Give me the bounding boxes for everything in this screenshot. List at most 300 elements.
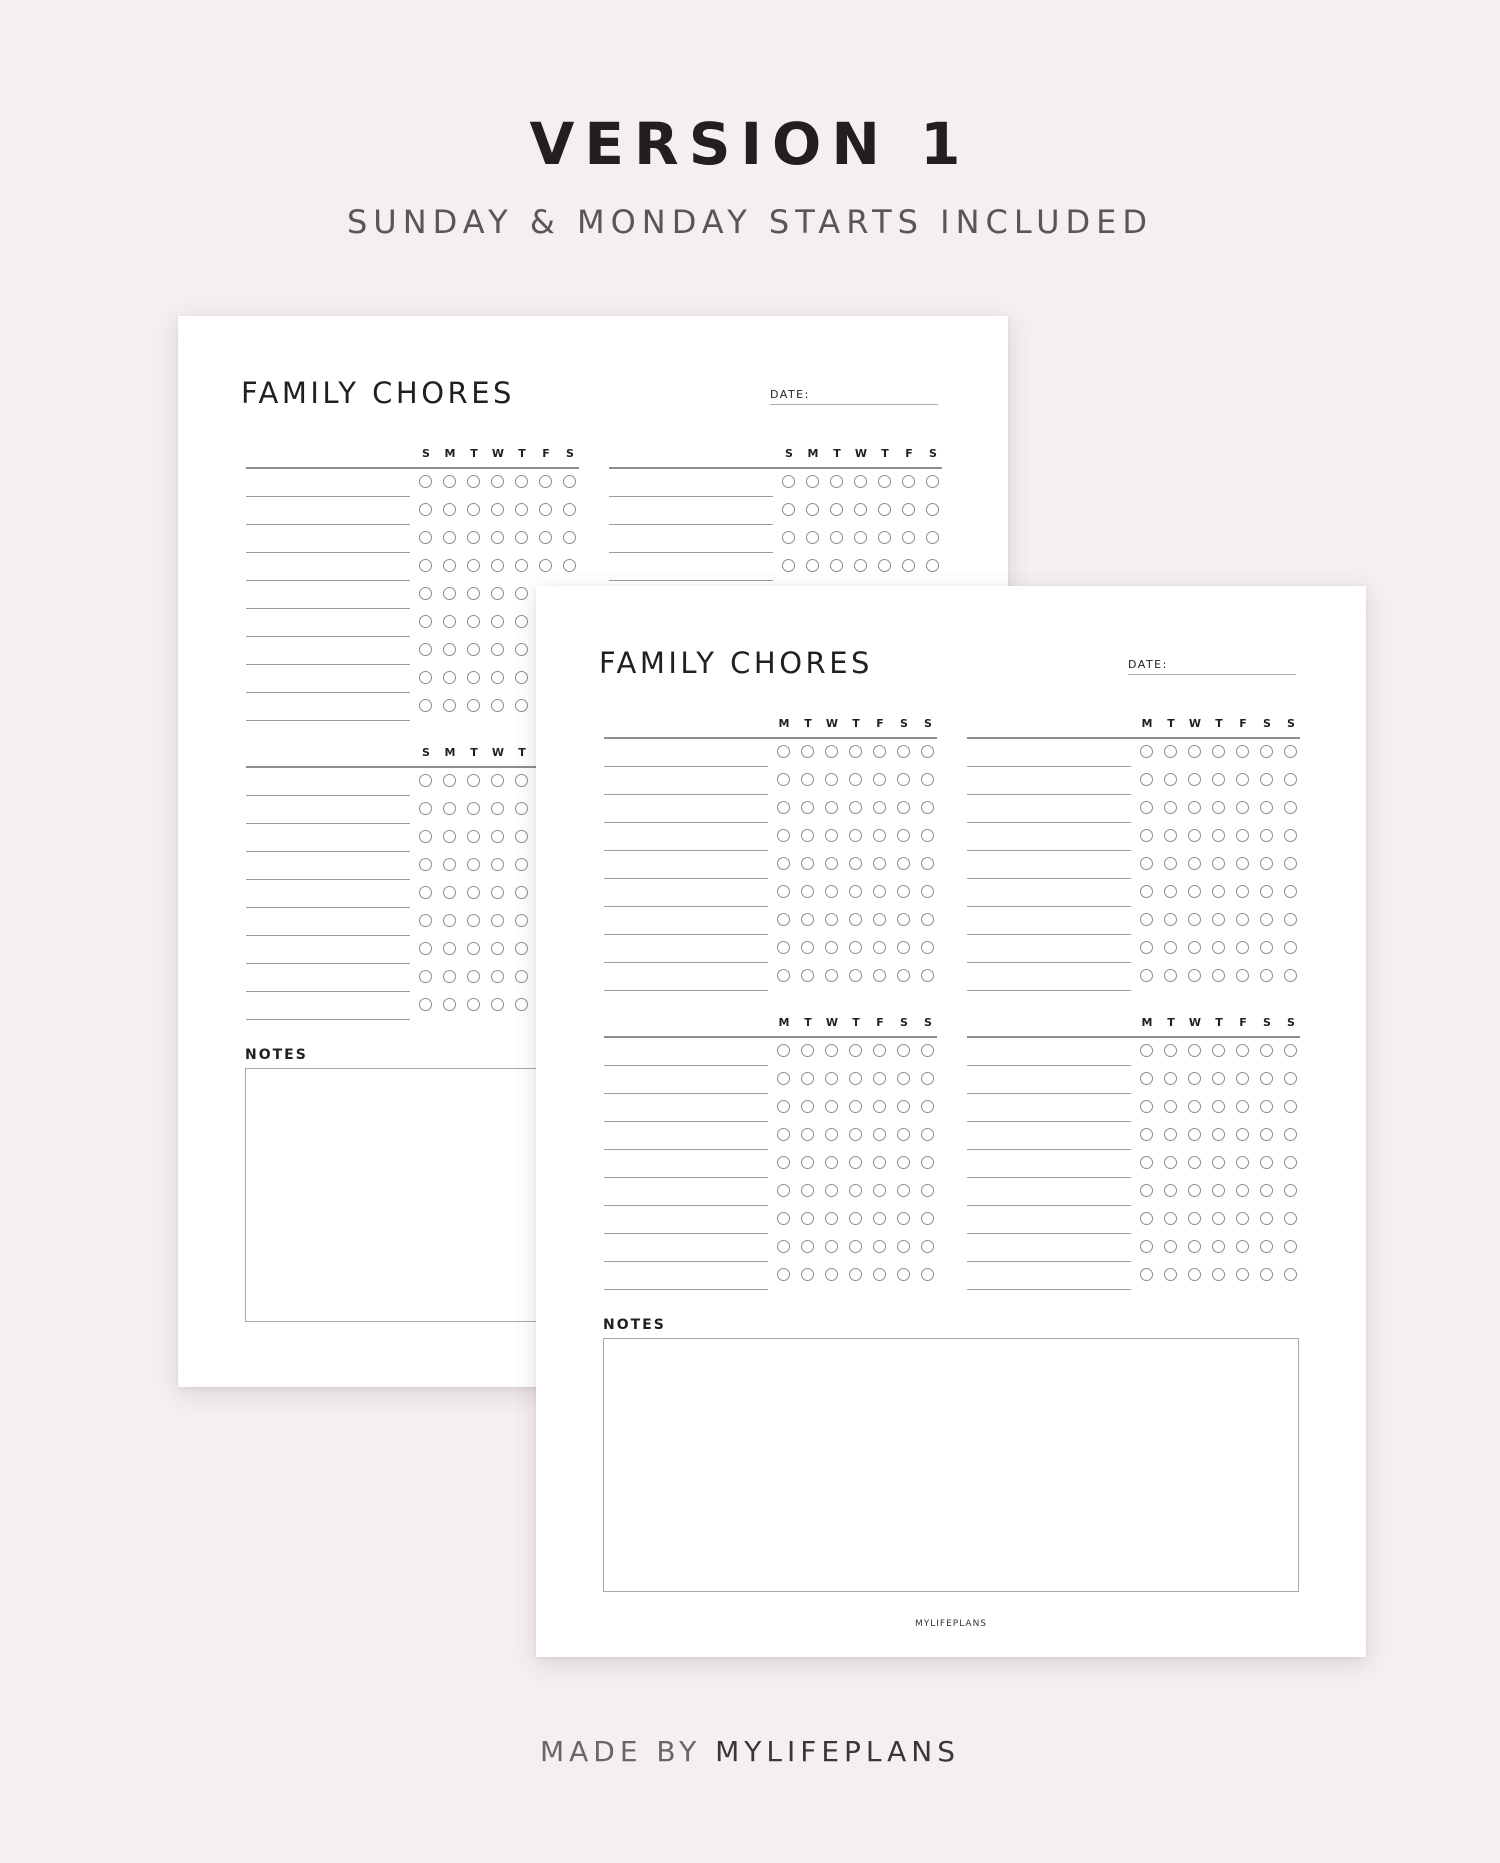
chore-checkbox[interactable] [873,1156,886,1169]
chore-checkbox[interactable] [777,969,790,982]
chore-name-line[interactable] [604,962,768,963]
chore-checkbox[interactable] [849,885,862,898]
chore-name-line[interactable] [609,580,773,581]
chore-checkbox[interactable] [897,885,910,898]
chore-name-line[interactable] [246,664,410,665]
chore-name-line[interactable] [967,1177,1131,1178]
chore-checkbox[interactable] [849,941,862,954]
chore-checkbox[interactable] [897,913,910,926]
chore-checkbox[interactable] [777,1212,790,1225]
chore-checkbox[interactable] [1236,1184,1249,1197]
chore-checkbox[interactable] [926,475,939,488]
chore-checkbox[interactable] [777,1072,790,1085]
chore-checkbox[interactable] [777,913,790,926]
chore-checkbox[interactable] [1260,1044,1273,1057]
chore-checkbox[interactable] [515,475,528,488]
chore-checkbox[interactable] [515,671,528,684]
chore-checkbox[interactable] [825,1156,838,1169]
chore-checkbox[interactable] [539,559,552,572]
chore-checkbox[interactable] [443,886,456,899]
chore-checkbox[interactable] [563,475,576,488]
chore-checkbox[interactable] [897,1128,910,1141]
chore-checkbox[interactable] [830,503,843,516]
chore-name-line[interactable] [246,580,410,581]
chore-checkbox[interactable] [491,671,504,684]
chore-checkbox[interactable] [1188,1156,1201,1169]
chore-checkbox[interactable] [897,773,910,786]
chore-checkbox[interactable] [921,857,934,870]
chore-checkbox[interactable] [921,1212,934,1225]
chore-checkbox[interactable] [825,1100,838,1113]
chore-checkbox[interactable] [1140,801,1153,814]
chore-name-line[interactable] [967,990,1131,991]
chore-checkbox[interactable] [1284,857,1297,870]
chore-checkbox[interactable] [515,615,528,628]
chore-checkbox[interactable] [1284,1268,1297,1281]
chore-checkbox[interactable] [491,886,504,899]
chore-checkbox[interactable] [1236,885,1249,898]
chore-checkbox[interactable] [1188,1044,1201,1057]
chore-checkbox[interactable] [419,671,432,684]
chore-checkbox[interactable] [467,914,480,927]
chore-checkbox[interactable] [897,1072,910,1085]
chore-checkbox[interactable] [1212,969,1225,982]
chore-checkbox[interactable] [777,1268,790,1281]
chore-checkbox[interactable] [491,615,504,628]
chore-checkbox[interactable] [491,531,504,544]
chore-checkbox[interactable] [854,475,867,488]
chore-checkbox[interactable] [849,1240,862,1253]
chore-checkbox[interactable] [825,1212,838,1225]
chore-checkbox[interactable] [467,503,480,516]
chore-checkbox[interactable] [902,475,915,488]
chore-checkbox[interactable] [902,531,915,544]
chore-checkbox[interactable] [801,1268,814,1281]
chore-checkbox[interactable] [1284,745,1297,758]
chore-name-line[interactable] [967,1121,1131,1122]
chore-checkbox[interactable] [491,914,504,927]
chore-checkbox[interactable] [897,745,910,758]
chore-checkbox[interactable] [491,802,504,815]
chore-name-line[interactable] [604,1121,768,1122]
chore-checkbox[interactable] [1164,1044,1177,1057]
chore-checkbox[interactable] [467,615,480,628]
chore-checkbox[interactable] [443,914,456,927]
chore-checkbox[interactable] [443,531,456,544]
chore-checkbox[interactable] [491,475,504,488]
chore-checkbox[interactable] [1188,1072,1201,1085]
chore-checkbox[interactable] [849,913,862,926]
chore-checkbox[interactable] [1140,1072,1153,1085]
chore-checkbox[interactable] [921,885,934,898]
chore-checkbox[interactable] [801,745,814,758]
chore-checkbox[interactable] [1284,801,1297,814]
chore-checkbox[interactable] [849,1156,862,1169]
chore-checkbox[interactable] [563,531,576,544]
chore-checkbox[interactable] [825,913,838,926]
chore-checkbox[interactable] [873,1184,886,1197]
chore-checkbox[interactable] [849,969,862,982]
chore-checkbox[interactable] [1188,857,1201,870]
chore-checkbox[interactable] [1284,1240,1297,1253]
chore-name-line[interactable] [246,823,410,824]
chore-checkbox[interactable] [419,587,432,600]
chore-checkbox[interactable] [825,969,838,982]
chore-checkbox[interactable] [1236,1268,1249,1281]
chore-checkbox[interactable] [419,914,432,927]
chore-checkbox[interactable] [515,942,528,955]
chore-checkbox[interactable] [419,802,432,815]
chore-checkbox[interactable] [782,531,795,544]
chore-checkbox[interactable] [467,970,480,983]
chore-checkbox[interactable] [1236,1128,1249,1141]
chore-checkbox[interactable] [1212,1156,1225,1169]
chore-checkbox[interactable] [419,559,432,572]
chore-checkbox[interactable] [443,671,456,684]
chore-checkbox[interactable] [921,773,934,786]
chore-checkbox[interactable] [1188,801,1201,814]
chore-checkbox[interactable] [515,830,528,843]
chore-name-line[interactable] [604,1261,768,1262]
chore-checkbox[interactable] [849,1212,862,1225]
chore-checkbox[interactable] [491,699,504,712]
chore-checkbox[interactable] [1260,1212,1273,1225]
chore-checkbox[interactable] [878,475,891,488]
chore-checkbox[interactable] [515,774,528,787]
chore-checkbox[interactable] [897,1100,910,1113]
chore-checkbox[interactable] [801,1184,814,1197]
chore-name-line[interactable] [967,1065,1131,1066]
chore-checkbox[interactable] [825,1184,838,1197]
chore-name-line[interactable] [246,963,410,964]
chore-checkbox[interactable] [443,699,456,712]
chore-checkbox[interactable] [1140,913,1153,926]
chore-name-line[interactable] [609,552,773,553]
chore-checkbox[interactable] [825,801,838,814]
chore-checkbox[interactable] [897,1156,910,1169]
chore-checkbox[interactable] [830,559,843,572]
chore-checkbox[interactable] [1188,773,1201,786]
chore-checkbox[interactable] [782,475,795,488]
chore-checkbox[interactable] [1212,1184,1225,1197]
chore-checkbox[interactable] [1236,801,1249,814]
chore-name-line[interactable] [246,935,410,936]
chore-checkbox[interactable] [1236,941,1249,954]
chore-checkbox[interactable] [806,503,819,516]
chore-checkbox[interactable] [921,1184,934,1197]
chore-checkbox[interactable] [419,830,432,843]
chore-checkbox[interactable] [467,643,480,656]
chore-checkbox[interactable] [849,857,862,870]
chore-name-line[interactable] [246,907,410,908]
chore-checkbox[interactable] [1284,1100,1297,1113]
chore-checkbox[interactable] [467,475,480,488]
chore-checkbox[interactable] [419,998,432,1011]
chore-checkbox[interactable] [777,1240,790,1253]
chore-checkbox[interactable] [1260,801,1273,814]
chore-checkbox[interactable] [1260,829,1273,842]
chore-name-line[interactable] [967,794,1131,795]
chore-checkbox[interactable] [1140,1240,1153,1253]
chore-checkbox[interactable] [467,886,480,899]
chore-checkbox[interactable] [777,885,790,898]
chore-checkbox[interactable] [1284,1184,1297,1197]
chore-checkbox[interactable] [921,1268,934,1281]
chore-checkbox[interactable] [1140,969,1153,982]
chore-checkbox[interactable] [801,885,814,898]
chore-checkbox[interactable] [443,587,456,600]
chore-checkbox[interactable] [1164,801,1177,814]
chore-checkbox[interactable] [1164,857,1177,870]
chore-checkbox[interactable] [1140,829,1153,842]
chore-checkbox[interactable] [926,559,939,572]
chore-checkbox[interactable] [873,1240,886,1253]
chore-checkbox[interactable] [921,829,934,842]
chore-checkbox[interactable] [921,745,934,758]
chore-checkbox[interactable] [1140,1128,1153,1141]
chore-checkbox[interactable] [849,1044,862,1057]
chore-name-line[interactable] [604,1205,768,1206]
chore-checkbox[interactable] [1284,1128,1297,1141]
chore-checkbox[interactable] [443,942,456,955]
chore-checkbox[interactable] [1236,1156,1249,1169]
chore-checkbox[interactable] [1164,1072,1177,1085]
chore-checkbox[interactable] [849,829,862,842]
chore-checkbox[interactable] [1284,829,1297,842]
chore-checkbox[interactable] [897,829,910,842]
chore-checkbox[interactable] [873,801,886,814]
chore-checkbox[interactable] [1140,1184,1153,1197]
chore-checkbox[interactable] [1260,1268,1273,1281]
chore-name-line[interactable] [246,795,410,796]
chore-checkbox[interactable] [873,1128,886,1141]
chore-checkbox[interactable] [873,857,886,870]
chore-checkbox[interactable] [443,970,456,983]
chore-checkbox[interactable] [491,830,504,843]
chore-checkbox[interactable] [1284,969,1297,982]
chore-checkbox[interactable] [1212,1268,1225,1281]
chore-checkbox[interactable] [1212,941,1225,954]
chore-checkbox[interactable] [849,801,862,814]
chore-checkbox[interactable] [921,1044,934,1057]
chore-checkbox[interactable] [1284,1072,1297,1085]
chore-checkbox[interactable] [1260,857,1273,870]
chore-checkbox[interactable] [921,1240,934,1253]
chore-checkbox[interactable] [1260,773,1273,786]
chore-checkbox[interactable] [1212,745,1225,758]
chore-name-line[interactable] [604,822,768,823]
chore-name-line[interactable] [246,524,410,525]
chore-checkbox[interactable] [878,531,891,544]
chore-checkbox[interactable] [1164,745,1177,758]
chore-checkbox[interactable] [854,503,867,516]
chore-checkbox[interactable] [1260,745,1273,758]
chore-checkbox[interactable] [467,802,480,815]
chore-checkbox[interactable] [825,1072,838,1085]
chore-name-line[interactable] [604,794,768,795]
chore-checkbox[interactable] [1260,1128,1273,1141]
chore-checkbox[interactable] [1260,1100,1273,1113]
chore-name-line[interactable] [967,766,1131,767]
chore-checkbox[interactable] [777,801,790,814]
chore-checkbox[interactable] [873,1268,886,1281]
chore-checkbox[interactable] [1140,1044,1153,1057]
chore-checkbox[interactable] [777,1184,790,1197]
chore-name-line[interactable] [604,850,768,851]
chore-checkbox[interactable] [849,773,862,786]
chore-checkbox[interactable] [1236,745,1249,758]
chore-checkbox[interactable] [563,503,576,516]
chore-checkbox[interactable] [1164,941,1177,954]
chore-checkbox[interactable] [515,998,528,1011]
chore-name-line[interactable] [604,1177,768,1178]
chore-name-line[interactable] [604,934,768,935]
chore-checkbox[interactable] [801,829,814,842]
chore-checkbox[interactable] [515,531,528,544]
chore-checkbox[interactable] [873,1212,886,1225]
chore-name-line[interactable] [967,906,1131,907]
chore-checkbox[interactable] [1164,885,1177,898]
chore-checkbox[interactable] [1164,1156,1177,1169]
chore-checkbox[interactable] [467,559,480,572]
chore-checkbox[interactable] [515,503,528,516]
chore-name-line[interactable] [246,496,410,497]
chore-checkbox[interactable] [849,1184,862,1197]
chore-name-line[interactable] [604,1093,768,1094]
chore-checkbox[interactable] [515,587,528,600]
chore-checkbox[interactable] [1164,1128,1177,1141]
chore-checkbox[interactable] [873,969,886,982]
chore-checkbox[interactable] [825,773,838,786]
chore-checkbox[interactable] [443,615,456,628]
chore-checkbox[interactable] [419,475,432,488]
chore-checkbox[interactable] [849,1100,862,1113]
chore-checkbox[interactable] [515,699,528,712]
chore-checkbox[interactable] [1260,885,1273,898]
chore-checkbox[interactable] [921,941,934,954]
chore-checkbox[interactable] [1236,1044,1249,1057]
chore-checkbox[interactable] [873,913,886,926]
chore-checkbox[interactable] [806,559,819,572]
chore-checkbox[interactable] [1188,1100,1201,1113]
chore-checkbox[interactable] [782,503,795,516]
chore-checkbox[interactable] [806,475,819,488]
chore-name-line[interactable] [246,991,410,992]
chore-checkbox[interactable] [1140,745,1153,758]
chore-checkbox[interactable] [921,1128,934,1141]
chore-checkbox[interactable] [1284,773,1297,786]
chore-checkbox[interactable] [1212,801,1225,814]
chore-checkbox[interactable] [419,503,432,516]
chore-checkbox[interactable] [1212,913,1225,926]
chore-checkbox[interactable] [515,970,528,983]
chore-checkbox[interactable] [419,615,432,628]
chore-checkbox[interactable] [467,858,480,871]
chore-checkbox[interactable] [1284,941,1297,954]
chore-name-line[interactable] [967,1289,1131,1290]
chore-checkbox[interactable] [1140,941,1153,954]
chore-checkbox[interactable] [491,503,504,516]
chore-checkbox[interactable] [467,774,480,787]
chore-checkbox[interactable] [801,1128,814,1141]
chore-name-line[interactable] [967,1149,1131,1150]
chore-checkbox[interactable] [825,885,838,898]
chore-checkbox[interactable] [1164,829,1177,842]
chore-checkbox[interactable] [419,699,432,712]
chore-checkbox[interactable] [1284,885,1297,898]
chore-checkbox[interactable] [1236,969,1249,982]
chore-checkbox[interactable] [921,969,934,982]
chore-checkbox[interactable] [1164,1100,1177,1113]
chore-checkbox[interactable] [902,503,915,516]
chore-checkbox[interactable] [777,1128,790,1141]
chore-checkbox[interactable] [1260,1184,1273,1197]
chore-checkbox[interactable] [801,1100,814,1113]
chore-checkbox[interactable] [539,475,552,488]
chore-checkbox[interactable] [854,531,867,544]
chore-checkbox[interactable] [1236,1072,1249,1085]
chore-checkbox[interactable] [1188,885,1201,898]
chore-checkbox[interactable] [1188,745,1201,758]
chore-checkbox[interactable] [921,1100,934,1113]
chore-checkbox[interactable] [1236,1212,1249,1225]
chore-checkbox[interactable] [1260,1156,1273,1169]
chore-checkbox[interactable] [515,886,528,899]
chore-checkbox[interactable] [849,1072,862,1085]
chore-checkbox[interactable] [1212,1128,1225,1141]
chore-checkbox[interactable] [443,998,456,1011]
chore-checkbox[interactable] [1236,913,1249,926]
chore-checkbox[interactable] [897,969,910,982]
chore-name-line[interactable] [604,1289,768,1290]
chore-checkbox[interactable] [1140,1268,1153,1281]
chore-name-line[interactable] [967,1205,1131,1206]
chore-checkbox[interactable] [419,886,432,899]
chore-checkbox[interactable] [926,503,939,516]
chore-checkbox[interactable] [1188,941,1201,954]
chore-checkbox[interactable] [878,503,891,516]
chore-checkbox[interactable] [467,671,480,684]
chore-checkbox[interactable] [897,801,910,814]
chore-checkbox[interactable] [1164,1268,1177,1281]
chore-checkbox[interactable] [1236,1100,1249,1113]
chore-checkbox[interactable] [1260,913,1273,926]
chore-checkbox[interactable] [897,1184,910,1197]
chore-checkbox[interactable] [873,773,886,786]
chore-checkbox[interactable] [782,559,795,572]
chore-checkbox[interactable] [801,941,814,954]
chore-checkbox[interactable] [1260,941,1273,954]
chore-checkbox[interactable] [1212,1072,1225,1085]
chore-checkbox[interactable] [1188,969,1201,982]
chore-name-line[interactable] [609,524,773,525]
chore-checkbox[interactable] [1188,1268,1201,1281]
chore-checkbox[interactable] [801,801,814,814]
chore-checkbox[interactable] [467,531,480,544]
chore-checkbox[interactable] [801,969,814,982]
chore-checkbox[interactable] [419,858,432,871]
chore-checkbox[interactable] [1164,1212,1177,1225]
chore-checkbox[interactable] [443,559,456,572]
chore-checkbox[interactable] [830,475,843,488]
chore-checkbox[interactable] [825,1128,838,1141]
chore-checkbox[interactable] [897,941,910,954]
chore-checkbox[interactable] [926,531,939,544]
chore-checkbox[interactable] [563,559,576,572]
date-line[interactable] [770,404,938,405]
chore-name-line[interactable] [967,1261,1131,1262]
chore-checkbox[interactable] [801,857,814,870]
